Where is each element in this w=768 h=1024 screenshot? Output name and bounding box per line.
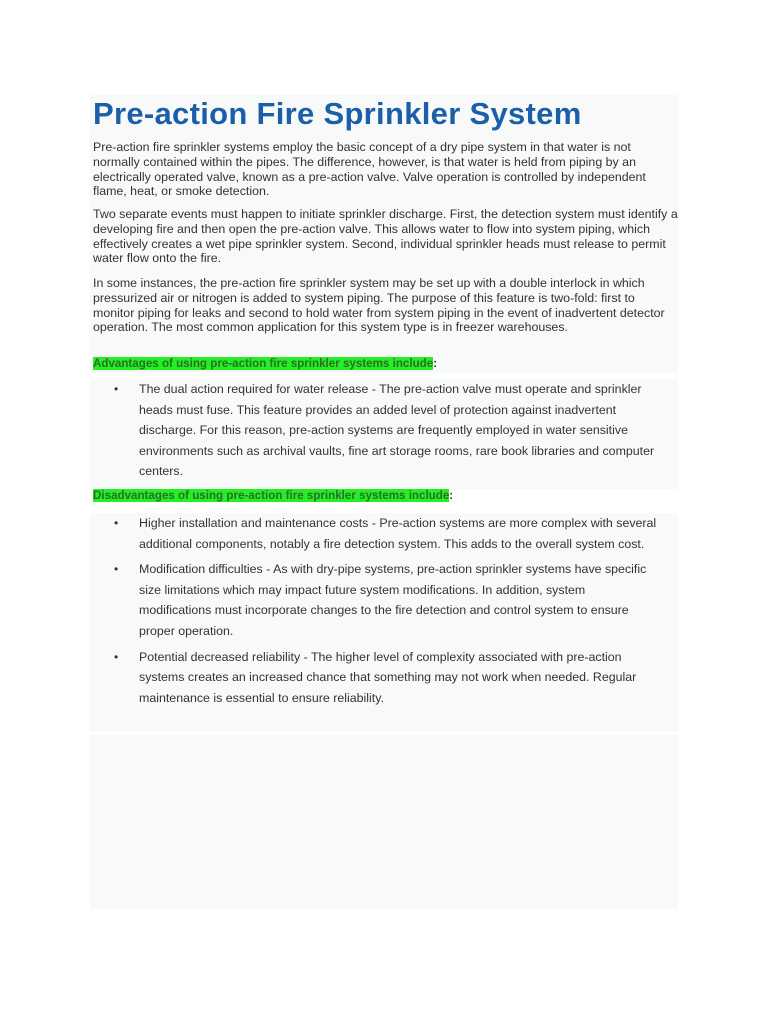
list-item (90, 379, 678, 482)
intro-paragraph-1: Pre-action fire sprinkler systems employ the basic concept of a dry pipe system in that water is not normally contained within the pipes. The difference, however, is that water is held from piping by an electrically operated valve, known as a pre-action valve. Valve operation is controlled by independent flame, heat, or smoke detection. (93, 140, 646, 199)
page-title: Pre-action Fire Sprinkler System (93, 96, 582, 131)
bullet-icon: • (114, 649, 119, 664)
disadvantages-heading-text: Disadvantages of using pre-action fire sprinkler systems include (93, 489, 450, 502)
intro-section (90, 95, 678, 373)
bullet-icon: • (114, 382, 119, 396)
intro-paragraph-2: Two separate events must happen to initiate sprinkler discharge. First, the detection system must identify a developing fire and then open the pre-action valve. This allows water to flow into system piping, which effectively creates a wet pipe sprinkler system. Second, individual sprinkler heads must release to permit water flow onto the fire. (93, 207, 678, 266)
advantages-heading-colon: : (433, 357, 438, 370)
list-item (90, 559, 678, 641)
list-item-text: Potential decreased reliability - The higher level of complexity associated with pre-action systems creates an increased chance that something may not work when needed. Regular maintenance is essential to ensure reliability. (139, 649, 637, 705)
intro-paragraph-3: In some instances, the pre-action fire sprinkler system may be set up with a double interlock in which pressurized air or nitrogen is added to system piping. The purpose of this feature is two-fold: first to monitor piping for leaks and second to hold water from system piping in the event of inadvertent detector operation. The most common application for this system type is in freezer warehouses. (93, 276, 665, 335)
disadvantages-heading-colon: : (449, 489, 454, 502)
advantages-heading-text: Advantages of using pre-action fire sprinkler systems include (93, 357, 434, 370)
list-item (90, 647, 678, 709)
list-item (90, 513, 678, 554)
document-page (90, 95, 678, 705)
blank-section (90, 735, 678, 909)
list-item-text: Higher installation and maintenance costs - Pre-action systems are more complex with several additional components, notably a fire detection system. This adds to the overall system cost. (139, 516, 657, 551)
bullet-icon: • (114, 516, 119, 530)
disadvantages-section (90, 513, 678, 731)
list-item-text: The dual action required for water release - The pre-action valve must operate and sprinkler heads must fuse. This feature provides an added level of protection against inadvertent discharge. For this reason, pre-action systems are frequently employed in water sensitive environments such as archival vaults, fine art storage rooms, rare book libraries and computer centers. (139, 382, 655, 479)
bullet-icon: • (114, 562, 119, 577)
advantages-section (90, 379, 678, 489)
list-item-text: Modification difficulties - As with dry-pipe systems, pre-action sprinkler systems have specific size limitations which may impact future system modifications. In addition, system modifications must incorporate changes to the fire detection and control system to ensure proper operation. (139, 562, 647, 638)
disadvantages-list (90, 513, 678, 713)
disadvantages-heading (93, 489, 453, 503)
advantages-heading (93, 357, 437, 371)
advantages-list (90, 379, 678, 482)
